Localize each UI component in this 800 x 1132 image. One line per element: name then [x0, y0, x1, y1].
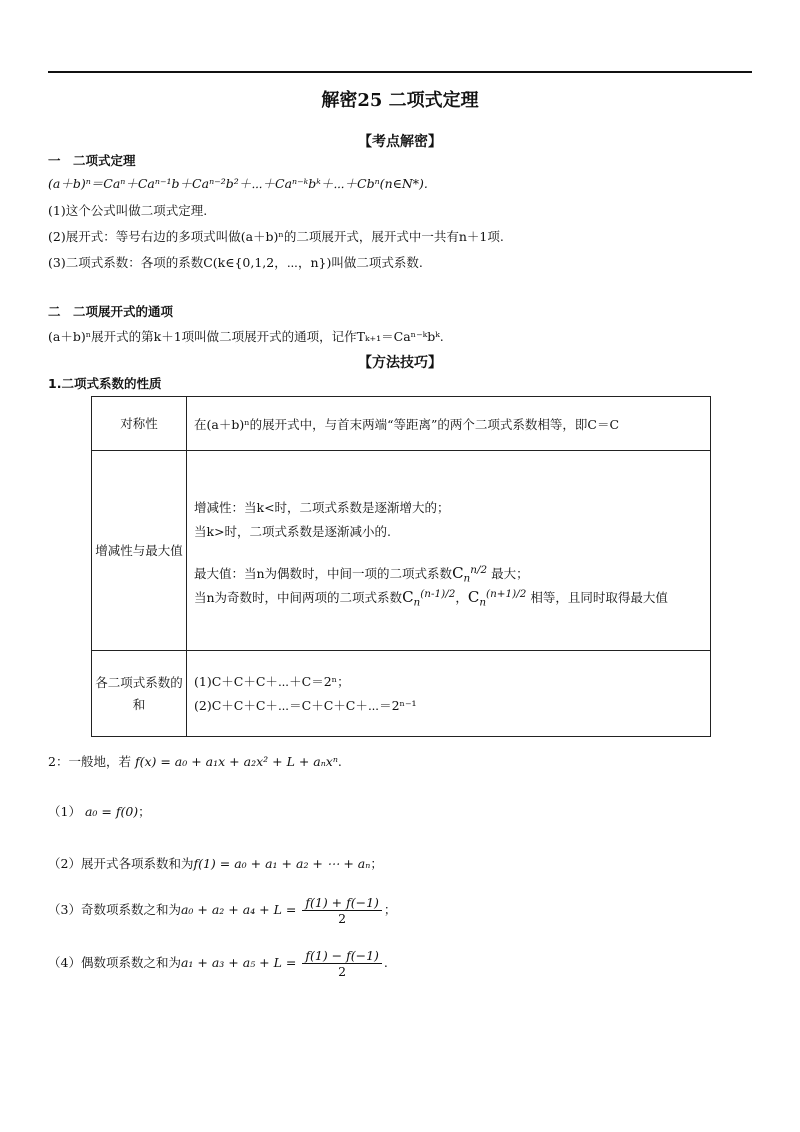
- max-even-text: 最大值：当n为偶数时，中间一项的二项式系数: [194, 565, 453, 581]
- semicolon: ；: [370, 856, 383, 871]
- part1-heading: 一 二项式定理: [48, 153, 136, 168]
- section-kaodian: 【考点解密】: [358, 134, 442, 150]
- monotonicity-line2: 当k>时，二项式系数是逐渐减小的.: [194, 523, 392, 539]
- binom-upper-index: n/2: [470, 563, 488, 576]
- item2-text: （2）展开式各项系数和为: [48, 856, 194, 871]
- symmetry-text: 在(a＋b)ⁿ的展开式中，与首末两端“等距离”的两个二项式系数相等，即C＝C: [187, 397, 711, 451]
- monotonicity-line1: 增减性：当k<时，二项式系数是逐渐增大的；: [194, 499, 450, 515]
- binom-upper-index: (n+1)/2: [486, 587, 527, 600]
- comma: ，: [455, 589, 468, 605]
- general-item3: [48, 895, 396, 926]
- table-row-monotonicity: [92, 451, 711, 651]
- item4-formula: a₁ + a₃ + a₅ + L =: [180, 955, 297, 970]
- coefficient-properties-table: [91, 396, 711, 737]
- item1-formula: a₀ = f(0): [84, 804, 139, 819]
- general-item1: [48, 802, 151, 820]
- binom-lower-index: n: [413, 596, 421, 609]
- binom-lower-index: n: [479, 596, 487, 609]
- fraction-numerator: f(1) + f(−1): [302, 895, 382, 911]
- item3-fraction: [302, 895, 382, 926]
- max-odd-end: 相等，且同时取得最大值: [530, 589, 668, 605]
- item2-formula: f(1) = a₀ + a₁ + a₂ + ⋯ + aₙ: [193, 856, 371, 871]
- part1-item2: (2)展开式：等号右边的多项式叫做(a＋b)ⁿ的二项展开式，展开式中一共有n＋1项.: [48, 229, 504, 244]
- binom-symbol: C: [402, 587, 414, 606]
- item4-fraction: [302, 948, 382, 979]
- table-row-symmetry: [92, 397, 711, 451]
- sums-body: [187, 651, 711, 737]
- max-odd-line: [194, 582, 709, 609]
- part1-item3: (3)二项式系数：各项的系数C(k∈{0,1,2，⋯，n})叫做二项式系数.: [48, 255, 423, 270]
- fraction-denominator: 2: [338, 964, 347, 979]
- item4-text: （4）偶数项系数之和为: [48, 955, 181, 970]
- general-item4: [48, 948, 388, 979]
- max-odd-text: 当n为奇数时，中间两项的二项式系数: [194, 589, 403, 605]
- item3-text: （3）奇数项系数之和为: [48, 902, 181, 917]
- sums-label: 各二项式系数的和: [92, 651, 187, 737]
- binom-symbol: C: [452, 563, 464, 582]
- polynomial-formula: f(x) = a₀ + a₁x + a₂x² + L + aₙxⁿ: [134, 754, 338, 769]
- binom-lower-index: n: [463, 572, 471, 585]
- binom-symbol: C: [467, 587, 480, 606]
- part2-heading: 二 二项展开式的通项: [48, 304, 174, 319]
- section-fangfa: 【方法技巧】: [358, 355, 442, 371]
- general-intro-text: 2：一般地，若: [48, 754, 131, 769]
- semicolon: ；: [138, 804, 151, 819]
- fraction-numerator: f(1) − f(−1): [302, 948, 382, 964]
- sums-line2: (2)C＋C＋C＋⋯＝C＋C＋C＋⋯＝2ⁿ⁻¹: [194, 697, 417, 713]
- general-term-text: (a＋b)ⁿ展开式的第k＋1项叫做二项展开式的通项，记作Tₖ₊₁＝Caⁿ⁻ᵏbᵏ.: [48, 329, 444, 344]
- general-item2: [48, 854, 383, 872]
- monotonicity-label: 增减性与最大值: [92, 451, 187, 651]
- max-even-line: [194, 558, 709, 585]
- part1-item1: (1)这个公式叫做二项式定理.: [48, 203, 208, 218]
- semicolon: ；: [383, 902, 397, 917]
- spacer: [194, 544, 709, 558]
- fraction-denominator: 2: [338, 911, 347, 926]
- monotonicity-body: [187, 451, 711, 651]
- general-intro: [48, 752, 342, 770]
- binomial-theorem-formula: (a＋b)ⁿ＝Caⁿ＋Caⁿ⁻¹b＋Caⁿ⁻²b²＋⋯＋Caⁿ⁻ᵏbᵏ＋⋯＋Cbⁿ(n∈N*).: [48, 176, 428, 191]
- period: .: [383, 955, 388, 970]
- period: .: [337, 754, 342, 769]
- symmetry-label: 对称性: [92, 397, 187, 451]
- max-even-end: 最大；: [491, 565, 529, 581]
- page-title: 解密25 二项式定理: [321, 90, 479, 111]
- table-row-sums: [92, 651, 711, 737]
- item1-number: （1）: [48, 804, 81, 819]
- item3-formula: a₀ + a₂ + a₄ + L =: [180, 902, 297, 917]
- binom-upper-index: (n-1)/2: [420, 587, 456, 600]
- top-rule: [48, 71, 752, 73]
- methods-heading: 1.二项式系数的性质: [48, 376, 162, 391]
- sums-line1: (1)C＋C＋C＋⋯＋C＝2ⁿ；: [194, 673, 350, 689]
